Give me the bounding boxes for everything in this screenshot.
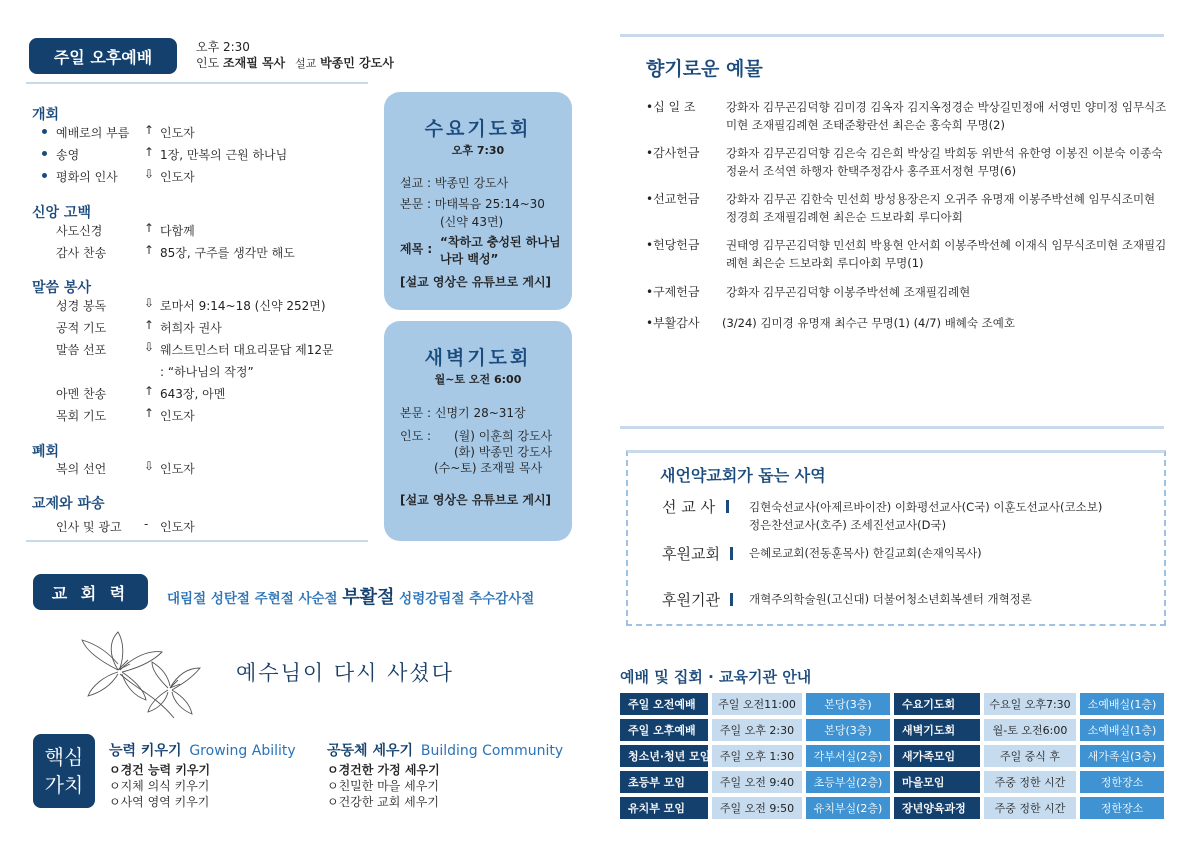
bullet	[42, 173, 47, 178]
dawn-lead-tue: (화) 박종민 강도사	[454, 445, 553, 459]
dash-icon: -	[144, 517, 149, 531]
dawn-title: 새벽기도회	[424, 347, 532, 369]
sunday-leaders	[196, 54, 394, 71]
wed-topic-line1: “착하고 충성된 하나님	[440, 235, 561, 249]
schedule-cell: 새가족실(3층)	[1080, 745, 1164, 767]
section-closing: 폐회	[32, 444, 60, 460]
schedule-cell: 주일 오후예배	[620, 719, 708, 741]
arrow-icon: ⇩	[144, 167, 155, 181]
schedule-cell: 주일 오전11:00	[712, 693, 802, 715]
bullet	[42, 151, 47, 156]
offering-row: •부활감사 (3/24) 김미경 유명재 최수근 무명(1) (4/7) 배혜숙 조예호	[646, 316, 1016, 330]
schedule-cell: 마을모임	[894, 771, 980, 793]
schedule-grid	[620, 693, 1164, 823]
dawn-lead-label: 인도 :	[400, 429, 432, 443]
offering-row: •선교헌금 강화자 김무곤 김한숙 민선희 방성용장은지 오귀주 유명재 이봉주박선혜 임무식조미현 정경희 조재필김례현 최은순 드보라회 루디아회	[646, 192, 1156, 224]
core-values-badge	[33, 734, 95, 808]
schedule-cell: 유치부실(2층)	[806, 797, 890, 819]
schedule-cell: 수요기도회	[894, 693, 980, 715]
core-title-2: 가치	[44, 773, 84, 797]
lead-name: 조재필 목사	[223, 56, 286, 70]
schedule-cell: 초등부실(2층)	[806, 771, 890, 793]
divider	[620, 34, 1164, 37]
wed-note: [설교 영상은 유튜브로 게시]	[400, 275, 552, 289]
wed-text: 본문 : 마태복음 25:14~30	[400, 197, 545, 211]
core-title-1: 핵심	[44, 745, 84, 769]
schedule-cell: 유치부 모임	[620, 797, 708, 819]
schedule-cell: 주일 오후 2:30	[712, 719, 802, 741]
divider	[620, 426, 1164, 429]
schedule-cell: 본당(3층)	[806, 693, 890, 715]
mission-row-missionaries: 선 교 사 김현숙선교사(아제르바이잔) 이화평선교사(C국) 이훈도선교사(코소보) 정은찬선교사(호주) 조세진선교사(D국)	[662, 498, 1103, 532]
dawn-lead-mon: (월) 이훈희 강도사	[454, 429, 553, 443]
schedule-cell: 초등부 모임	[620, 771, 708, 793]
seasons-after: 성령강림절 추수감사절	[399, 591, 535, 607]
arrow-icon: ⇩	[144, 340, 155, 354]
schedule-cell: 소예배실(1층)	[1080, 719, 1164, 741]
core-b-1: ㅇ경건한 가정 세우기	[327, 763, 440, 777]
arrow-icon: ↑	[144, 406, 155, 420]
wed-text-page: (신약 43면)	[440, 215, 504, 229]
dawn-time: 월~토 오전 6:00	[434, 373, 522, 386]
arrow-icon: ↑	[144, 123, 155, 137]
schedule-cell: 주일 오전 9:40	[712, 771, 802, 793]
lily-flower-icon	[78, 630, 218, 720]
schedule-cell: 주일 오후 1:30	[712, 745, 802, 767]
dawn-note: [설교 영상은 유튜브로 게시]	[400, 493, 552, 507]
arrow-icon: ↑	[144, 145, 155, 159]
core-a-heading: 능력 키우기 Growing Ability	[109, 743, 296, 759]
sermon-label: 설교	[294, 57, 317, 70]
wed-prayer-panel	[384, 92, 572, 310]
calendar-title: 교 회 력	[33, 574, 148, 610]
arrow-icon: ↑	[144, 243, 155, 257]
core-a-1: ㅇ경건 능력 키우기	[109, 763, 211, 777]
section-word: 말씀 봉사	[32, 280, 91, 296]
schedule-cell: 주일 중식 후	[984, 745, 1076, 767]
offering-row: •감사헌금 강화자 김무곤김덕향 김은숙 김은희 박상길 박희동 위반석 유한영 이봉진 이분숙 이종숙 정윤서 조석연 하행자 한택주정감사 홍주표서정현 무명(6)	[646, 146, 1163, 178]
mission-title: 새언약교회가 돕는 사역	[660, 466, 826, 485]
dawn-text: 본문 : 신명기 28~31장	[400, 406, 526, 420]
bullet	[42, 129, 47, 134]
wed-topic-label: 제목 :	[400, 242, 433, 256]
mission-row-institutions: 후원기관 개혁주의학술원(고신대) 더불어청소년회복센터 개혁정론	[662, 591, 1032, 609]
offering-row: •구제헌금 강화자 김무곤김덕향 이봉주박선혜 조재필김례현	[646, 285, 971, 299]
schedule-cell: 수요일 오후7:30	[984, 693, 1076, 715]
offering-row: •헌당헌금 권태영 김무곤김덕향 민선희 박용현 안서희 이봉주박선혜 이재식 임무식조미현 조재필김례현 최은순 드보라회 루디아회 무명(1)	[646, 238, 1167, 270]
divider	[26, 82, 368, 84]
arrow-icon: ⇩	[144, 459, 155, 473]
schedule-cell: 월-토 오전6:00	[984, 719, 1076, 741]
season-easter: 부활절	[342, 587, 395, 608]
dawn-prayer-panel	[384, 321, 572, 541]
sermon-title: : “하나님의 작정”	[160, 365, 254, 379]
schedule-cell: 청소년·청년 모임	[620, 745, 708, 767]
schedule-cell: 주일 오전 9:50	[712, 797, 802, 819]
sermon-name: 박종민 강도사	[320, 56, 394, 70]
core-a-2: ㅇ지체 의식 키우기	[109, 779, 210, 793]
arrow-icon: ↑	[144, 318, 155, 332]
arrow-icon: ↑	[144, 384, 155, 398]
section-confession: 신앙 고백	[32, 205, 91, 221]
offerings-title: 향기로운 예물	[646, 58, 763, 80]
offering-row: •십 일 조 강화자 김무곤김덕향 김미경 김옥자 김지옥정경순 박상길민정애 서영민 양미정 임무식조미현 조재필김례현 조태준황란선 최은순 홍숙희 무명(2)	[646, 100, 1167, 132]
lead-label: 인도	[196, 56, 220, 70]
schedule-cell: 본당(3층)	[806, 719, 890, 741]
schedule-cell: 정한장소	[1080, 771, 1164, 793]
schedule-title: 예배 및 집회 · 교육기관 안내	[620, 668, 812, 686]
sunday-time: 오후 2:30	[196, 40, 250, 54]
schedule-cell: 정한장소	[1080, 797, 1164, 819]
schedule-cell: 주중 정한 시간	[984, 771, 1076, 793]
bar-icon	[726, 500, 729, 513]
bar-icon	[730, 593, 733, 606]
sunday-title: 주일 오후예배	[29, 38, 177, 74]
section-opening: 개회	[32, 107, 60, 123]
wed-time: 오후 7:30	[451, 144, 505, 157]
bar-icon	[730, 547, 733, 560]
dawn-lead-wed-sat: (수~토) 조재필 목사	[434, 461, 543, 475]
core-b-3: ㅇ건강한 교회 세우기	[327, 795, 439, 809]
schedule-cell: 새가족모임	[894, 745, 980, 767]
wed-topic-line2: 나라 백성”	[440, 252, 499, 266]
section-sending: 교제와 파송	[32, 496, 105, 512]
calendar-seasons	[167, 583, 534, 609]
core-b-heading: 공동체 세우기 Building Community	[327, 743, 564, 759]
core-a-3: ㅇ사역 영역 키우기	[109, 795, 210, 809]
schedule-cell: 소예배실(1층)	[1080, 693, 1164, 715]
schedule-cell: 장년양육과정	[894, 797, 980, 819]
schedule-cell: 새벽기도회	[894, 719, 980, 741]
schedule-cell: 각부서실(2층)	[806, 745, 890, 767]
core-b-2: ㅇ친밀한 마을 세우기	[327, 779, 439, 793]
seasons-before: 대림절 성탄절 주현절 사순절	[167, 591, 338, 607]
arrow-icon: ⇩	[144, 296, 155, 310]
divider	[26, 540, 368, 542]
easter-message: 예수님이 다시 사셨다	[236, 661, 454, 685]
wed-sermon: 설교 : 박종민 강도사	[400, 176, 509, 190]
arrow-icon: ↑	[144, 221, 155, 235]
schedule-cell: 주중 정한 시간	[984, 797, 1076, 819]
mission-row-churches: 후원교회 은혜로교회(전동훈목사) 한길교회(손재익목사)	[662, 545, 982, 563]
wed-title: 수요기도회	[424, 118, 532, 140]
schedule-cell: 주일 오전예배	[620, 693, 708, 715]
